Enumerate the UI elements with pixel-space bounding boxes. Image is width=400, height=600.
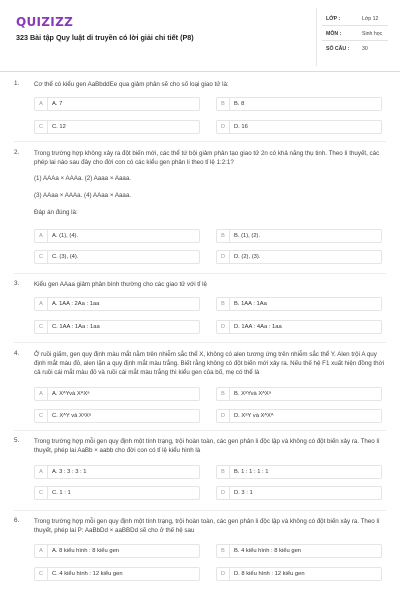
option-text: D. 8 kiểu hình : 12 kiểu gen bbox=[234, 571, 305, 577]
question-count-label: SỐ CÂU : bbox=[326, 46, 350, 52]
question-text: Kiểu gen AAaa giảm phân bình thường cho các giao tử với tỉ lệ bbox=[34, 281, 207, 288]
option-b[interactable] bbox=[216, 297, 382, 311]
question-divider bbox=[14, 342, 386, 343]
question-text: Ở ruồi giấm, gen quy định màu mắt nằm trên nhiễm sắc thể X, không có alen tương ứng trên nhiễm sắc thể Y. Alen trội A quy định mắt màu đỏ, alen lặn a quy định mắt màu trắng. Biết rằng không có đột biến mới xảy ra. Nếu thế hệ F1 xuất hiện đồng thời cả ruồi cái mắt màu đỏ và ruồi cái mắt màu trắng thì kiểu gen của bố, mẹ có thể là bbox=[34, 351, 385, 376]
option-letter: A bbox=[35, 545, 48, 557]
question-text: Trong trường hợp mỗi gen quy định một tính trạng, trội hoàn toàn, các gen phân li độc lập và không có đột biến xảy ra. Theo lí thuyết, phép lai AaBb × aabb cho đời con có tỉ lệ kiểu hình là bbox=[34, 438, 380, 454]
option-d[interactable] bbox=[216, 409, 382, 423]
question-text: Cơ thể có kiểu gen AaBbddEe qua giảm phân sẽ cho số loại giao tử là: bbox=[34, 81, 229, 88]
question-number: 6. bbox=[14, 517, 20, 524]
option-text: C. 1AA : 1Aa : 1aa bbox=[52, 324, 100, 330]
worksheet-header bbox=[0, 0, 400, 72]
option-letter: C bbox=[35, 321, 48, 333]
option-text: C. 12 bbox=[52, 124, 66, 130]
option-c[interactable] bbox=[34, 486, 200, 500]
question-number: 3. bbox=[14, 280, 20, 287]
option-text: A. 8 kiểu hình : 8 kiểu gen bbox=[52, 548, 120, 554]
option-b[interactable] bbox=[216, 465, 382, 479]
option-letter: D bbox=[217, 251, 230, 263]
meta-divider bbox=[322, 40, 388, 41]
option-c[interactable] bbox=[34, 409, 200, 423]
option-text: C. 1 : 1 bbox=[52, 490, 71, 496]
question-count-value: 30 bbox=[362, 46, 368, 52]
class-label: LỚP : bbox=[326, 16, 341, 22]
question-divider bbox=[14, 273, 386, 274]
question-number: 2. bbox=[14, 149, 20, 156]
option-text: C. XᴬY và XᵃXᵃ bbox=[52, 413, 92, 419]
option-a[interactable] bbox=[34, 97, 200, 111]
page-title: 323 Bài tập Quy luật di truyền có lời giải chi tiết (P8) bbox=[16, 33, 194, 42]
option-text: A. 1AA : 2Aa : 1aa bbox=[52, 301, 100, 307]
option-b[interactable] bbox=[216, 97, 382, 111]
option-d[interactable] bbox=[216, 120, 382, 134]
option-letter: C bbox=[35, 251, 48, 263]
question-divider bbox=[14, 141, 386, 142]
option-letter: C bbox=[35, 487, 48, 499]
option-letter: D bbox=[217, 321, 230, 333]
option-letter: B bbox=[217, 98, 230, 110]
option-text: D. (2), (3). bbox=[234, 254, 261, 260]
option-letter: A bbox=[35, 298, 48, 310]
question-number: 5. bbox=[14, 437, 20, 444]
subject-label: MÔN : bbox=[326, 31, 342, 37]
quizizz-logo: QUIZIZZ bbox=[16, 15, 74, 29]
option-letter: B bbox=[217, 298, 230, 310]
option-text: B. XᵃYvà XᴬXᵃ bbox=[234, 391, 271, 397]
option-a[interactable] bbox=[34, 465, 200, 479]
option-d[interactable] bbox=[216, 250, 382, 264]
subject-value: Sinh học bbox=[362, 31, 383, 37]
option-a[interactable] bbox=[34, 544, 200, 558]
option-letter: A bbox=[35, 388, 48, 400]
question-text: Trong trường hợp không xảy ra đột biến mới, các thể tứ bội giảm phân tạo giao tử 2n có khả năng thụ tinh. Theo lí thuyết, các phép lai nào sau đây cho đời con có các kiểu gen phân li theo tỉ lệ 1:2:1? bbox=[34, 150, 380, 166]
option-c[interactable] bbox=[34, 320, 200, 334]
question-divider bbox=[14, 430, 386, 431]
question-extra-line: Đáp án đúng là: bbox=[34, 209, 78, 216]
option-letter: D bbox=[217, 568, 230, 580]
option-letter: A bbox=[35, 466, 48, 478]
option-letter: A bbox=[35, 98, 48, 110]
question-divider bbox=[14, 510, 386, 511]
option-d[interactable] bbox=[216, 486, 382, 500]
option-a[interactable] bbox=[34, 297, 200, 311]
option-text: B. 1 : 1 : 1 : 1 bbox=[234, 469, 269, 475]
question-number: 1. bbox=[14, 80, 20, 87]
option-letter: D bbox=[217, 410, 230, 422]
meta-divider bbox=[322, 25, 388, 26]
class-value: Lớp 12 bbox=[362, 16, 379, 22]
option-text: C. 4 kiểu hình : 12 kiểu gen bbox=[52, 571, 123, 577]
option-letter: B bbox=[217, 545, 230, 557]
option-c[interactable] bbox=[34, 120, 200, 134]
option-text: D. 16 bbox=[234, 124, 248, 130]
option-text: B. 1AA : 1Aa bbox=[234, 301, 267, 307]
option-letter: A bbox=[35, 230, 48, 242]
option-letter: C bbox=[35, 568, 48, 580]
option-c[interactable] bbox=[34, 567, 200, 581]
option-letter: D bbox=[217, 487, 230, 499]
option-b[interactable] bbox=[216, 387, 382, 401]
option-letter: C bbox=[35, 410, 48, 422]
option-text: D. 1AA : 4Aa : 1aa bbox=[234, 324, 282, 330]
header-divider bbox=[316, 8, 317, 66]
option-text: A. 7 bbox=[52, 101, 63, 107]
option-b[interactable] bbox=[216, 229, 382, 243]
question-extra-line: (1) AAAa × AAAa. (2) Aaaa × Aaaa. bbox=[34, 175, 132, 182]
option-d[interactable] bbox=[216, 320, 382, 334]
question-number: 4. bbox=[14, 350, 20, 357]
question-extra-line: (3) AAaa × AAAa. (4) AAaa × Aaaa. bbox=[34, 192, 132, 199]
option-letter: B bbox=[217, 230, 230, 242]
option-a[interactable] bbox=[34, 387, 200, 401]
option-letter: B bbox=[217, 466, 230, 478]
option-text: B. (1), (2). bbox=[234, 233, 261, 239]
option-c[interactable] bbox=[34, 250, 200, 264]
option-letter: D bbox=[217, 121, 230, 133]
option-a[interactable] bbox=[34, 229, 200, 243]
option-text: D. XᵃY và XᴬXᴬ bbox=[234, 413, 274, 419]
option-text: A. 3 : 3 : 3 : 1 bbox=[52, 469, 87, 475]
option-text: D. 3 : 1 bbox=[234, 490, 253, 496]
option-d[interactable] bbox=[216, 567, 382, 581]
option-letter: B bbox=[217, 388, 230, 400]
option-text: C. (3), (4). bbox=[52, 254, 79, 260]
option-text: A. XᴬYvà XᴬXᵃ bbox=[52, 391, 90, 397]
option-letter: C bbox=[35, 121, 48, 133]
question-text: Trong trường hợp mỗi gen quy định một tính trạng, trội hoàn toàn, các gen phân li độc lập và không có đột biến xảy ra. Theo lí thuyết, phép lai P: AaBbDd × aaBBDd sẽ cho ở thế hệ sau bbox=[34, 518, 380, 534]
option-b[interactable] bbox=[216, 544, 382, 558]
option-text: B. 4 kiểu hình : 8 kiểu gen bbox=[234, 548, 302, 554]
option-text: B. 8 bbox=[234, 101, 245, 107]
option-text: A. (1), (4). bbox=[52, 233, 79, 239]
